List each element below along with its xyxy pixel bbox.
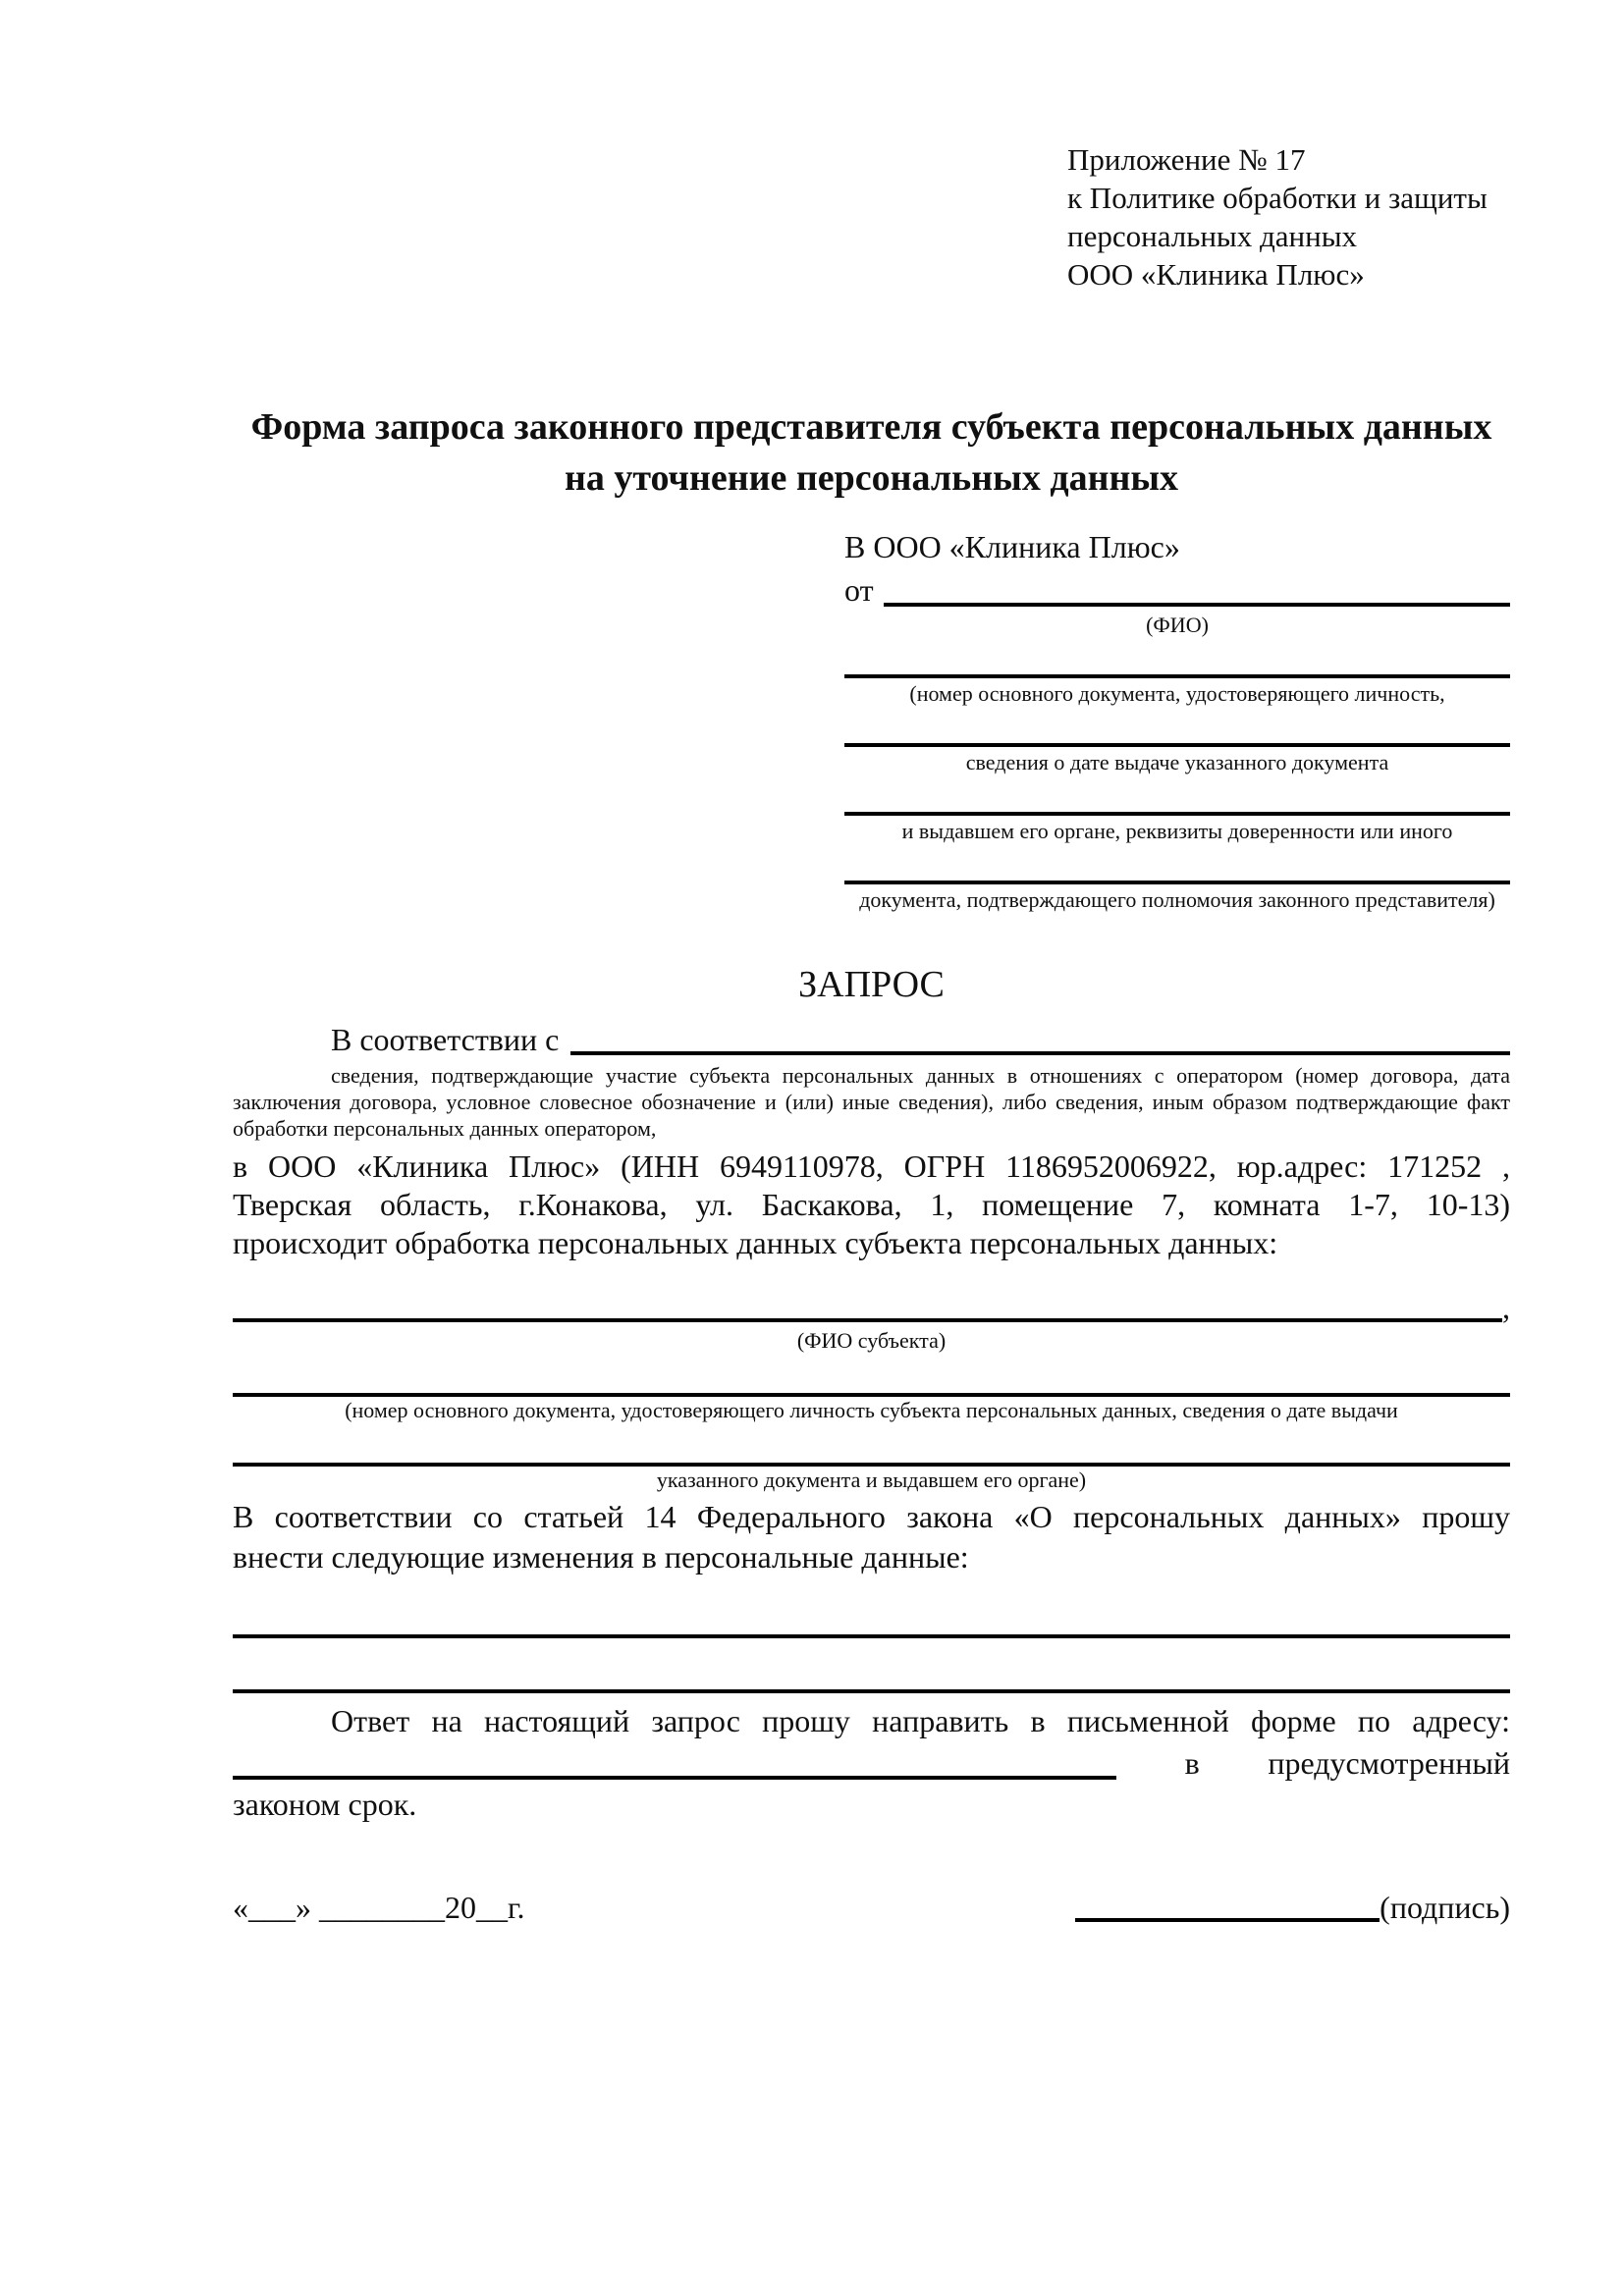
response-line: Ответ на настоящий запрос прошу направить в письменной форме по адресу: [331,1703,1510,1738]
document-title-line: Форма запроса законного представителя субъекта персональных данных [250,406,1492,448]
field-caption: (номер основного документа, удостоверяющего личность, [909,681,1445,706]
blank-line [233,1429,1510,1467]
response-paragraph [233,1701,1510,1825]
subject-doc-caption: (номер основного документа, удостоверяющего личность субъекта персональных данных, сведения о дате выдачи [345,1398,1398,1422]
signature-caption: (подпись) [1380,1890,1510,1925]
addressee-block [844,525,1510,913]
signature-area [1075,1888,1510,1927]
blank-line [233,1360,1510,1397]
blank-line [844,850,1510,884]
operator-line: в ООО «Клиника Плюс» (ИНН 6949110978, ОГРН 1186952006922, юр.адрес: 171252 , [233,1148,1510,1184]
subject-doc-caption: указанного документа и выдавшем его органе) [656,1468,1087,1492]
blank-line [844,781,1510,816]
field-caption: сведения о дате выдаче указанного документа [965,750,1389,774]
subject-fio-caption: (ФИО субъекта) [796,1328,947,1353]
response-line: законом срок. [233,1787,417,1822]
basis-caption-line: заключения договора, условное словесное обозначение и (или) иные сведения), либо сведения, иным образом подтверждающие факт [233,1090,1510,1114]
basis-blank-line [570,1051,1510,1055]
representative-doc-field [844,713,1510,775]
response-word: в [1184,1745,1200,1781]
address-blank-line [233,1776,1116,1780]
blank-line [844,644,1510,678]
operator-line: Тверская область, г.Конакова, ул. Баскакова, 1, помещение 7, комната 1-7, 10-13) [233,1187,1510,1222]
response-word: предусмотренный [1268,1745,1510,1781]
field-caption: и выдавшем его органе, реквизиты доверенности или иного [901,819,1453,843]
fio-blank-line [884,603,1510,607]
document-title [233,401,1510,504]
basis-caption-line: сведения, подтверждающие участие субъекта персональных данных в отношениях с оператором (номер договора, дата [331,1063,1510,1088]
addressee-org: В ООО «Клиника Плюс» [844,529,1180,564]
appendix-note-line: к Политике обработки и защиты [1067,181,1488,215]
trailing-comma: , [1502,1290,1510,1325]
operator-line: происходит обработка персональных данных субъекта персональных данных: [233,1225,1278,1260]
blank-line [844,713,1510,747]
representative-doc-field [844,850,1510,913]
from-line [844,568,1510,612]
field-caption: документа, подтверждающего полномочия законного представителя) [859,887,1495,912]
appendix-note [1067,140,1510,294]
operator-paragraph [233,1148,1510,1262]
fio-caption: (ФИО) [1146,613,1209,637]
representative-doc-field [844,781,1510,844]
article-paragraph [233,1497,1510,1577]
response-address-line [233,1741,1510,1785]
changes-blank-line [233,1650,1510,1693]
basis-caption [233,1062,1510,1142]
article-line: внести следующие изменения в персональные данные: [233,1539,969,1575]
subject-fio-blank-line [233,1318,1502,1322]
basis-caption-line: обработки персональных данных оператором, [233,1116,657,1141]
representative-doc-field [844,644,1510,707]
article-line: В соответствии со статьей 14 Федерального закона «О персональных данных» прошу [233,1499,1510,1534]
changes-blank-line [233,1595,1510,1638]
appendix-note-line: персональных данных [1067,219,1358,253]
date-signature-row [233,1888,1510,1927]
subject-doc-field [233,1429,1510,1493]
signature-blank-line [1075,1918,1380,1922]
from-label: от [844,572,874,608]
subject-doc-field [233,1360,1510,1423]
subject-fio-line [233,1288,1510,1327]
request-heading: ЗАПРОС [798,964,945,1005]
basis-label: В соответствии с [331,1022,560,1057]
basis-line [233,1019,1510,1060]
appendix-note-line: ООО «Клиника Плюс» [1067,257,1365,292]
date-blank-text: «___» ________20__г. [233,1890,525,1925]
appendix-note-line: Приложение № 17 [1067,142,1306,177]
document-title-line: на уточнение персональных данных [564,457,1179,499]
